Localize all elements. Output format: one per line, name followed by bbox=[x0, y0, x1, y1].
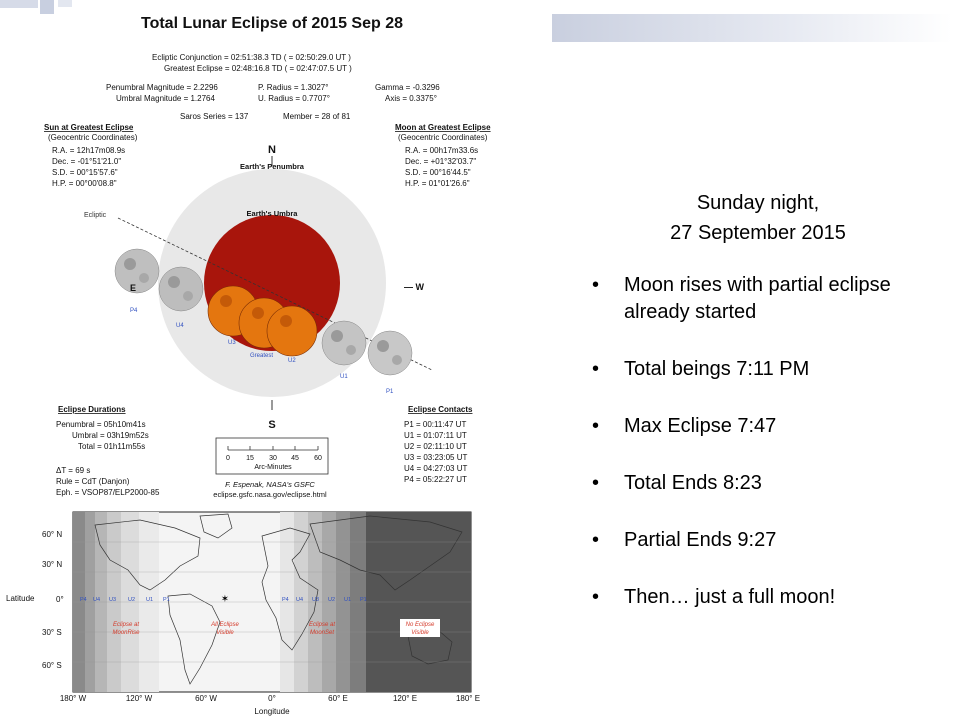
penumbra-label: Earth's Penumbra bbox=[240, 162, 304, 171]
zone-moonrise-line2: MoonRise bbox=[112, 630, 140, 636]
map-mark: P4 bbox=[282, 597, 289, 603]
lat-60s: 60° S bbox=[42, 661, 62, 670]
umbral-magnitude: Umbral Magnitude = 1.2764 bbox=[116, 94, 215, 103]
sun-title: Sun at Greatest Eclipse bbox=[44, 123, 134, 132]
slide-heading bbox=[564, 188, 952, 248]
bullet-list bbox=[592, 272, 952, 611]
scale-tick-45: 45 bbox=[291, 455, 299, 462]
west-label: — W bbox=[404, 282, 424, 292]
ephemeris: Eph. = VSOP87/ELP2000-85 bbox=[56, 488, 160, 497]
penumbral-magnitude: Penumbral Magnitude = 2.2296 bbox=[106, 83, 218, 92]
contact-u4: U4 = 04:27:03 UT bbox=[404, 464, 468, 473]
lat-30n: 30° N bbox=[42, 560, 63, 569]
bullet-icon: • bbox=[592, 358, 600, 380]
label-p4: P4 bbox=[130, 308, 138, 314]
zone-visible-line2: Visible bbox=[216, 630, 234, 636]
label-u3: U3 bbox=[228, 340, 236, 346]
durations-title: Eclipse Durations bbox=[58, 405, 126, 414]
lon-120w: 120° W bbox=[125, 694, 153, 703]
map-mark: P1 bbox=[360, 597, 367, 603]
sun-ra: R.A. = 12h17m08.9s bbox=[52, 146, 126, 155]
label-u4: U4 bbox=[176, 323, 184, 329]
moon-u1 bbox=[322, 321, 366, 365]
lon-120e: 120° E bbox=[392, 694, 418, 703]
zone-none-line1: No Eclipse bbox=[405, 622, 435, 628]
label-greatest: Greatest bbox=[250, 353, 274, 359]
bullet-text: Then… just a full moon! bbox=[624, 586, 836, 608]
greatest-eclipse-star: ✶ bbox=[220, 594, 230, 605]
scale-label: Arc-Minutes bbox=[254, 464, 292, 471]
map-mark: U4 bbox=[93, 597, 101, 603]
map-mark: U1 bbox=[344, 597, 352, 603]
heading-line-2: 27 September 2015 bbox=[670, 222, 846, 244]
figure-title: Total Lunar Eclipse of 2015 Sep 28 bbox=[140, 15, 404, 32]
ecliptic-label: Ecliptic bbox=[84, 212, 107, 219]
moon-sd: S.D. = 00°16'44.5" bbox=[405, 168, 471, 177]
moon-hp: H.P. = 01°01'26.6" bbox=[405, 179, 470, 188]
label-u2: U2 bbox=[288, 358, 296, 364]
bullet-icon: • bbox=[592, 274, 600, 296]
axis-value: Axis = 0.3375° bbox=[385, 94, 437, 103]
label-p1: P1 bbox=[386, 389, 394, 395]
bullet-text: Partial Ends 9:27 bbox=[624, 529, 777, 551]
moon-ra: R.A. = 00h17m33.6s bbox=[405, 146, 479, 155]
sun-sd: S.D. = 00°15'57.6" bbox=[52, 168, 118, 177]
map-mark: U1 bbox=[146, 597, 154, 603]
east-label: E bbox=[130, 283, 137, 293]
bullet-text: Max Eclipse 7:47 bbox=[624, 415, 777, 437]
bullet-icon: • bbox=[592, 586, 600, 608]
scale-tick-15: 15 bbox=[246, 455, 254, 462]
moon-subtitle: (Geocentric Coordinates) bbox=[398, 133, 488, 142]
sun-dec: Dec. = -01°51'21.0" bbox=[52, 157, 122, 166]
lon-0: 0° bbox=[268, 694, 276, 703]
zone-none-line2: Visible bbox=[411, 630, 429, 636]
lat-0: 0° bbox=[56, 595, 64, 604]
bullet-icon: • bbox=[592, 415, 600, 437]
contact-p1: P1 = 00:11:47 UT bbox=[404, 420, 467, 429]
shadow-diagram bbox=[84, 144, 432, 431]
lat-60n: 60° N bbox=[42, 530, 63, 539]
bullet-icon: • bbox=[592, 472, 600, 494]
list-item bbox=[592, 584, 952, 611]
delta-t: ΔT = 69 s bbox=[56, 466, 91, 475]
credit-author: F. Espenak, NASA's GSFC bbox=[225, 480, 315, 489]
duration-penumbral: Penumbral = 05h10m41s bbox=[56, 420, 146, 429]
lon-60w: 60° W bbox=[195, 694, 217, 703]
contact-u3: U3 = 03:23:05 UT bbox=[404, 453, 468, 462]
moon-u2 bbox=[267, 306, 317, 356]
lon-180w: 180° W bbox=[59, 694, 87, 703]
slide-text bbox=[592, 188, 952, 641]
moon-p1 bbox=[368, 331, 412, 375]
list-item bbox=[592, 272, 952, 326]
lon-180e: 180° E bbox=[455, 694, 481, 703]
bullet-text: Total Ends 8:23 bbox=[624, 472, 762, 494]
duration-total: Total = 01h11m55s bbox=[78, 442, 146, 451]
visibility-map bbox=[6, 512, 480, 716]
credit-url: eclipse.gsfc.nasa.gov/eclipse.html bbox=[213, 490, 327, 499]
danjon-rule: Rule = CdT (Danjon) bbox=[56, 477, 130, 486]
bullet-text: Total beings 7:11 PM bbox=[624, 358, 810, 380]
list-item bbox=[592, 527, 952, 554]
p-radius: P. Radius = 1.3027° bbox=[258, 83, 329, 92]
title-band bbox=[552, 14, 952, 42]
conjunction-text: Ecliptic Conjunction = 02:51:38.3 TD ( = 02:50:29.0 UT ) bbox=[152, 53, 351, 62]
moon-dec: Dec. = +01°32'03.7" bbox=[405, 157, 477, 166]
u-radius: U. Radius = 0.7707° bbox=[258, 94, 330, 103]
label-u1: U1 bbox=[340, 374, 348, 380]
map-mark: P1 bbox=[163, 597, 170, 603]
saros-member: Member = 28 of 81 bbox=[283, 112, 351, 121]
scale-tick-60: 60 bbox=[314, 455, 322, 462]
scale-tick-30: 30 bbox=[269, 455, 277, 462]
contact-u1: U1 = 01:07:11 UT bbox=[404, 431, 467, 440]
list-item bbox=[592, 413, 952, 440]
moon-title: Moon at Greatest Eclipse bbox=[395, 123, 491, 132]
umbra-label: Earth's Umbra bbox=[246, 209, 298, 218]
bullet-icon: • bbox=[592, 529, 600, 551]
south-label: S bbox=[268, 419, 276, 431]
moon-u4 bbox=[159, 267, 203, 311]
arc-minute-scale bbox=[216, 438, 328, 474]
bullet-text: Moon rises with partial eclipse already started bbox=[624, 274, 891, 323]
latitude-label: Latitude bbox=[6, 594, 35, 603]
contact-u2: U2 = 02:11:10 UT bbox=[404, 442, 467, 451]
map-mark: P4 bbox=[80, 597, 87, 603]
list-item bbox=[592, 356, 952, 383]
zone-moonset-line2: MoonSet bbox=[309, 630, 335, 636]
zone-visible-line1: All Eclipse bbox=[211, 622, 239, 628]
sun-subtitle: (Geocentric Coordinates) bbox=[48, 133, 138, 142]
greatest-eclipse-text: Greatest Eclipse = 02:48:16.8 TD ( = 02:47:07.5 UT ) bbox=[164, 64, 352, 73]
saros-series: Saros Series = 137 bbox=[180, 112, 249, 121]
map-mark: U2 bbox=[128, 597, 136, 603]
list-item bbox=[592, 470, 952, 497]
map-mark: U3 bbox=[312, 597, 320, 603]
lon-60e: 60° E bbox=[328, 694, 348, 703]
contacts-title: Eclipse Contacts bbox=[408, 405, 473, 414]
lat-30s: 30° S bbox=[42, 628, 62, 637]
moon-p4 bbox=[115, 249, 159, 293]
contact-p4: P4 = 05:22:27 UT bbox=[404, 475, 467, 484]
map-mark: U4 bbox=[296, 597, 304, 603]
scale-tick-0: 0 bbox=[226, 455, 230, 462]
gamma-value: Gamma = -0.3296 bbox=[375, 83, 440, 92]
map-mark: U3 bbox=[109, 597, 117, 603]
sun-hp: H.P. = 00°00'08.8" bbox=[52, 179, 117, 188]
heading-line-1: Sunday night, bbox=[696, 192, 820, 214]
north-label: N bbox=[268, 144, 276, 156]
map-mark: U2 bbox=[328, 597, 336, 603]
longitude-label: Longitude bbox=[254, 707, 290, 716]
duration-umbral: Umbral = 03h19m52s bbox=[72, 431, 149, 440]
zone-moonrise-line1: Eclipse at bbox=[112, 622, 140, 628]
zone-moonset-line1: Eclipse at bbox=[308, 622, 336, 628]
